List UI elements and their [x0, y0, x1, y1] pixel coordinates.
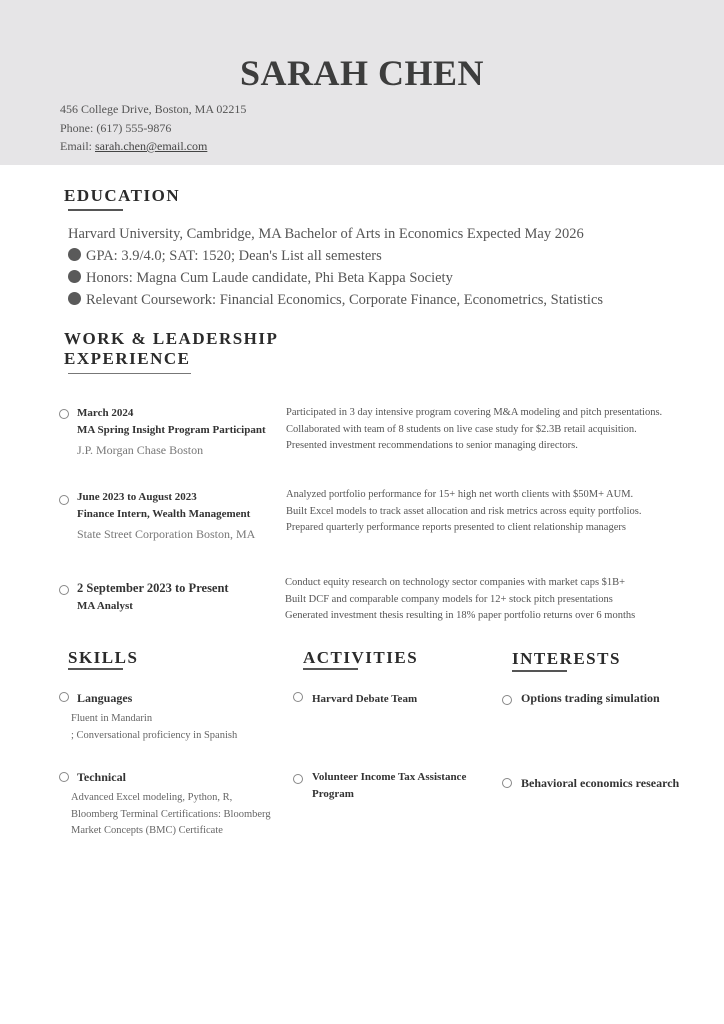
education-bullet	[68, 268, 453, 288]
activity-item: Program	[312, 788, 354, 800]
interests-circle-icon	[502, 778, 512, 788]
interest-item: Behavioral economics research	[521, 776, 680, 790]
timeline-circle-icon	[59, 585, 69, 595]
skill-detail-line: Bloomberg Terminal Certifications: Bloomberg	[71, 809, 271, 820]
skill-detail-line: Advanced Excel modeling, Python, R,	[71, 792, 233, 803]
email-line	[60, 138, 207, 154]
experience-underline	[68, 373, 191, 374]
skill-category: Languages	[77, 691, 133, 705]
address: 456 College Drive, Boston, MA 02215	[60, 102, 247, 116]
experience-desc-line: Presented investment recommendations to senior managing directors.	[286, 440, 578, 451]
timeline-circle-icon	[59, 409, 69, 419]
experience-role: MA Spring Insight Program Participant	[77, 424, 266, 436]
experience-heading-line1: WORK & LEADERSHIP	[64, 329, 279, 348]
education-bullet	[68, 246, 382, 266]
experience-date: March 2024	[77, 407, 134, 419]
bullet-dot-icon	[68, 248, 81, 261]
experience-desc-line: Analyzed portfolio performance for 15+ high net worth clients with $50M+ AUM.	[286, 489, 634, 500]
experience-org: State Street Corporation Boston, MA	[77, 527, 256, 541]
skill-detail-line: Fluent in Mandarin	[71, 713, 153, 724]
experience-date: June 2023 to August 2023	[77, 491, 197, 503]
education-bullet	[68, 290, 603, 310]
skill-detail-line: Market Concepts (BMC) Certificate	[71, 825, 223, 836]
bullet-dot-icon	[68, 292, 81, 305]
activities-underline	[303, 668, 358, 670]
interests-circle-icon	[502, 695, 512, 705]
skills-circle-icon	[59, 772, 69, 782]
experience-date: 2 September 2023 to Present	[77, 581, 229, 595]
interests-heading: INTERESTS	[512, 649, 621, 668]
experience-desc-line: Built DCF and comparable company models for 12+ stock pitch presentations	[285, 594, 613, 605]
activity-item: Volunteer Income Tax Assistance	[312, 771, 467, 783]
candidate-name: SARAH CHEN	[239, 53, 485, 93]
experience-desc-line: Built Excel models to track asset allocation and risk metrics across equity portfolios.	[286, 506, 642, 517]
skills-underline	[68, 668, 123, 670]
education-bullet-text: Honors: Magna Cum Laude candidate, Phi Beta Kappa Society	[86, 270, 453, 286]
education-bullet-text: Relevant Coursework: Financial Economics, Corporate Finance, Econometrics, Statistics	[86, 292, 604, 308]
experience-org: J.P. Morgan Chase Boston	[77, 443, 204, 457]
interest-item: Options trading simulation	[521, 691, 660, 705]
activities-circle-icon	[293, 692, 303, 702]
skills-circle-icon	[59, 692, 69, 702]
education-underline	[68, 209, 123, 211]
email-link[interactable]: sarah.chen@email.com	[95, 139, 208, 153]
interests-underline	[512, 670, 567, 672]
education-heading: EDUCATION	[64, 186, 181, 205]
education-school-line: Harvard University, Cambridge, MA Bachelor of Arts in Economics Expected May 2026	[68, 226, 584, 242]
activities-heading: ACTIVITIES	[303, 648, 419, 667]
experience-desc-line: Participated in 3 day intensive program covering M&A modeling and pitch presentations.	[286, 407, 663, 418]
education-bullet-text: GPA: 3.9/4.0; SAT: 1520; Dean's List all semesters	[86, 248, 382, 264]
skill-detail-line: ; Conversational proficiency in Spanish	[71, 730, 238, 741]
skill-category: Technical	[77, 770, 126, 784]
experience-role: Finance Intern, Wealth Management	[77, 508, 251, 520]
experience-desc-line: Generated investment thesis resulting in 18% paper portfolio returns over 6 months	[285, 610, 636, 621]
bullet-dot-icon	[68, 270, 81, 283]
experience-desc-line: Conduct equity research on technology sector companies with market caps $1B+	[285, 577, 626, 588]
email-label: Email:	[60, 139, 95, 153]
timeline-circle-icon	[59, 495, 69, 505]
activities-circle-icon	[293, 774, 303, 784]
experience-heading-line2: EXPERIENCE	[64, 349, 191, 368]
experience-desc-line: Prepared quarterly performance reports presented to client relationship managers	[286, 522, 626, 533]
skills-heading: SKILLS	[68, 648, 139, 667]
experience-desc-line: Collaborated with team of 8 students on live case study for $2.3B retail acquisition.	[286, 424, 637, 435]
experience-role: MA Analyst	[77, 600, 133, 612]
phone: Phone: (617) 555-9876	[60, 121, 172, 135]
activity-item: Harvard Debate Team	[312, 693, 418, 705]
